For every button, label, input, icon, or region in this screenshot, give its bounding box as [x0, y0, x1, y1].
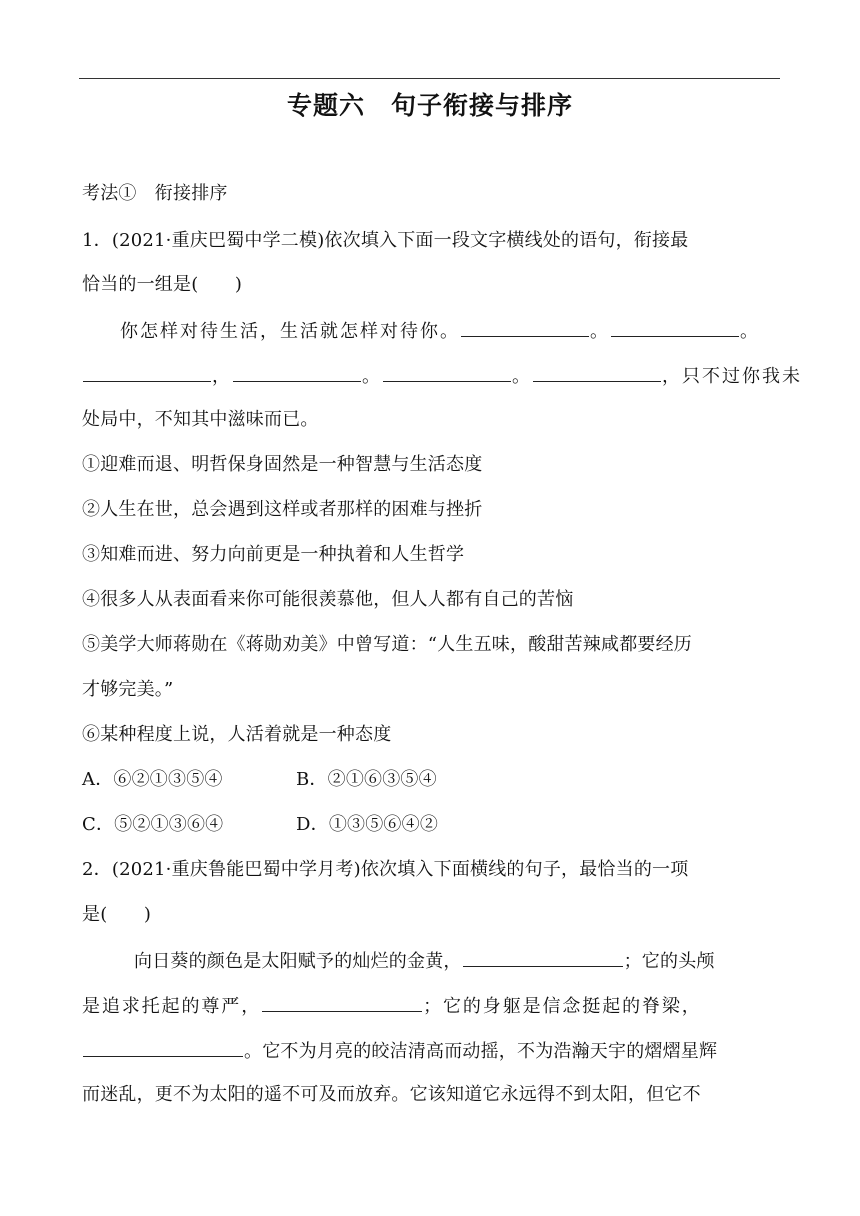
q2-stem-line2: 是( ) — [82, 904, 152, 925]
section-heading: 考法① 衔接排序 — [82, 183, 228, 204]
q1-passage-line3: 处局中，不知其中滋味而已。 — [82, 409, 319, 430]
q1-sep-2: 。 — [740, 321, 760, 342]
header-rule — [79, 78, 780, 79]
q1-item-5: ⑤美学大师蒋勋在《蒋勋劝美》中曾写道：“人生五味，酸甜苦辣咸都要经历 — [82, 634, 692, 655]
q2-stem-line1: 2．(2021·重庆鲁能巴蜀中学月考)依次填入下面横线的句子，最恰当的一项 — [82, 859, 689, 880]
q1-stem-line2: 恰当的一组是( ) — [82, 274, 243, 295]
q2-p1-start: 向日葵的颜色是太阳赋予的灿烂的金黄， — [134, 951, 462, 972]
q1-blank-5[interactable] — [383, 363, 511, 382]
q1-blank-1[interactable] — [461, 318, 589, 337]
q1-blank-6[interactable] — [533, 363, 661, 382]
q2-blank-3[interactable] — [83, 1038, 243, 1057]
q1-item-3: ③知难而进、努力向前更是一种执着和人生哲学 — [82, 544, 465, 565]
q2-p2-end: ；它的身躯是信念挺起的脊梁， — [423, 996, 702, 1017]
q2-passage-line1 — [134, 948, 715, 974]
q1-blank-2[interactable] — [611, 318, 739, 337]
q2-blank-2[interactable] — [262, 993, 422, 1012]
q1-option-b[interactable]: B．②①⑥③⑤④ — [296, 769, 437, 790]
q2-blank-1[interactable] — [463, 948, 623, 967]
q1-option-c[interactable]: C．⑤②①③⑥④ — [82, 814, 224, 835]
q1-sep-4: 。 — [362, 366, 382, 387]
q2-passage-line3 — [82, 1038, 717, 1064]
q1-sep-5: 。 — [512, 366, 532, 387]
q1-item-6: ⑥某种程度上说，人活着就是一种态度 — [82, 724, 392, 745]
q1-sep-1: 。 — [590, 321, 610, 342]
q1-sep-3: ， — [212, 366, 232, 387]
q1-blank-3[interactable] — [83, 363, 211, 382]
q1-stem-line1: 1．(2021·重庆巴蜀中学二模)依次填入下面一段文字横线处的语句，衔接最 — [82, 230, 689, 251]
q2-p1-end: ；它的头颅 — [623, 951, 715, 972]
q1-option-a[interactable]: A．⑥②①③⑤④ — [82, 769, 223, 790]
q1-item-2: ②人生在世，总会遇到这样或者那样的困难与挫折 — [82, 499, 483, 520]
q2-p2-start: 是追求托起的尊严， — [82, 996, 262, 1017]
q1-item-5-cont: 才够完美。” — [82, 679, 174, 700]
q1-blank-4[interactable] — [233, 363, 361, 382]
q1-item-4: ④很多人从表面看来你可能很羡慕他，但人人都有自己的苦恼 — [82, 589, 574, 610]
q1-passage-start: 你怎样对待生活，生活就怎样对待你。 — [120, 321, 460, 342]
q1-item-1: ①迎难而退、明哲保身固然是一种智慧与生活态度 — [82, 454, 483, 475]
q1-passage-line2 — [82, 363, 802, 389]
q2-passage-line4: 而迷乱，更不为太阳的遥不可及而放弃。它该知道它永远得不到太阳，但它不 — [82, 1084, 701, 1105]
q1-option-d[interactable]: D．①③⑤⑥④② — [296, 814, 439, 835]
q2-p3-end: 。它不为月亮的皎洁清高而动摇，不为浩瀚天宇的熠熠星辉 — [244, 1041, 718, 1062]
q1-passage-line1 — [120, 318, 760, 344]
q2-passage-line2 — [82, 993, 702, 1019]
page-title: 专题六 句子衔接与排序 — [286, 91, 573, 120]
q1-passage-tail: ，只不过你我未 — [662, 366, 802, 387]
